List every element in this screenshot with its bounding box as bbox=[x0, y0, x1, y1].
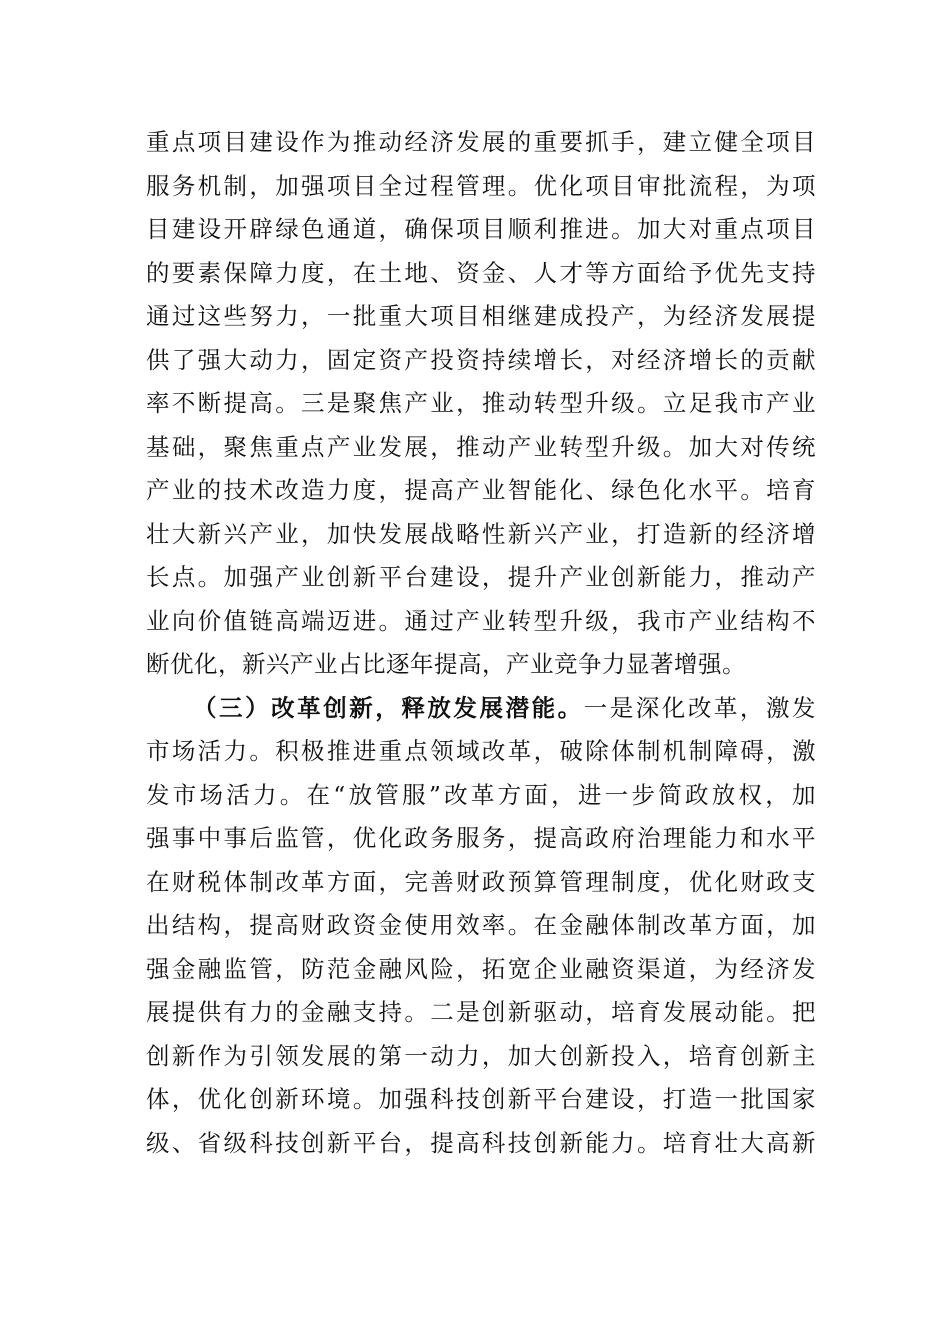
text-line: 市场活力。积极推进重点领域改革，破除体制机制障碍，激 bbox=[146, 737, 816, 765]
text-line: 基础，聚焦重点产业发展，推动产业转型升级。加大对传统 bbox=[146, 432, 816, 461]
text-line: 强事中事后监管，优化政务服务，提高政府治理能力和水平 bbox=[146, 824, 816, 852]
text-line: 创新作为引领发展的第一动力，加大创新投入，培育创新主 bbox=[146, 1041, 816, 1070]
text-line: 服务机制，加强项目全过程管理。优化项目审批流程，为项 bbox=[146, 171, 816, 200]
text-line: 级、省级科技创新平台，提高科技创新能力。培育壮大高新 bbox=[146, 1128, 816, 1157]
text-line: 重点项目建设作为推动经济发展的重要抓手，建立健全项目 bbox=[146, 128, 816, 156]
text-line: 发市场活力。在“放管服”改革方面，进一步简政放权，加 bbox=[146, 780, 816, 809]
text-line: 率不断提高。三是聚焦产业，推动转型升级。立足我市产业 bbox=[146, 389, 816, 417]
body-text bbox=[146, 121, 816, 1165]
section-first-line-text: 一是深化改革，激发 bbox=[583, 693, 817, 722]
text-line: 通过这些努力，一批重大项目相继建成投产，为经济发展提 bbox=[146, 302, 816, 330]
text-line: 在财税体制改革方面，完善财政预算管理制度，优化财政支 bbox=[146, 867, 816, 896]
text-line: 壮大新兴产业，加快发展战略性新兴产业，打造新的经济增 bbox=[146, 519, 816, 548]
text-line: 业向价值链高端迈进。通过产业转型升级，我市产业结构不 bbox=[146, 606, 816, 635]
text-line: 体，优化创新环境。加强科技创新平台建设，打造一批国家 bbox=[146, 1085, 816, 1113]
text-line: 供了强大动力，固定资产投资持续增长，对经济增长的贡献 bbox=[146, 345, 816, 374]
text-line: 展提供有力的金融支持。二是创新驱动，培育发展动能。把 bbox=[146, 998, 816, 1026]
text-line: 产业的技术改造力度，提高产业智能化、绿色化水平。培育 bbox=[146, 476, 816, 504]
text-line: 断优化，新兴产业占比逐年提高，产业竞争力显著增强。 bbox=[146, 650, 746, 678]
text-line: 的要素保障力度，在土地、资金、人才等方面给予优先支持 bbox=[146, 258, 816, 287]
text-line: 出结构，提高财政资金使用效率。在金融体制改革方面，加 bbox=[146, 911, 816, 939]
section-heading: （三）改革创新，释放发展潜能。 bbox=[193, 693, 584, 722]
text-line: 目建设开辟绿色通道，确保项目顺利推进。加大对重点项目 bbox=[146, 215, 816, 243]
text-line: 强金融监管，防范金融风险，拓宽企业融资渠道，为经济发 bbox=[146, 954, 816, 983]
section-first-line bbox=[146, 687, 816, 731]
text-line: 长点。加强产业创新平台建设，提升产业创新能力，推动产 bbox=[146, 563, 816, 591]
